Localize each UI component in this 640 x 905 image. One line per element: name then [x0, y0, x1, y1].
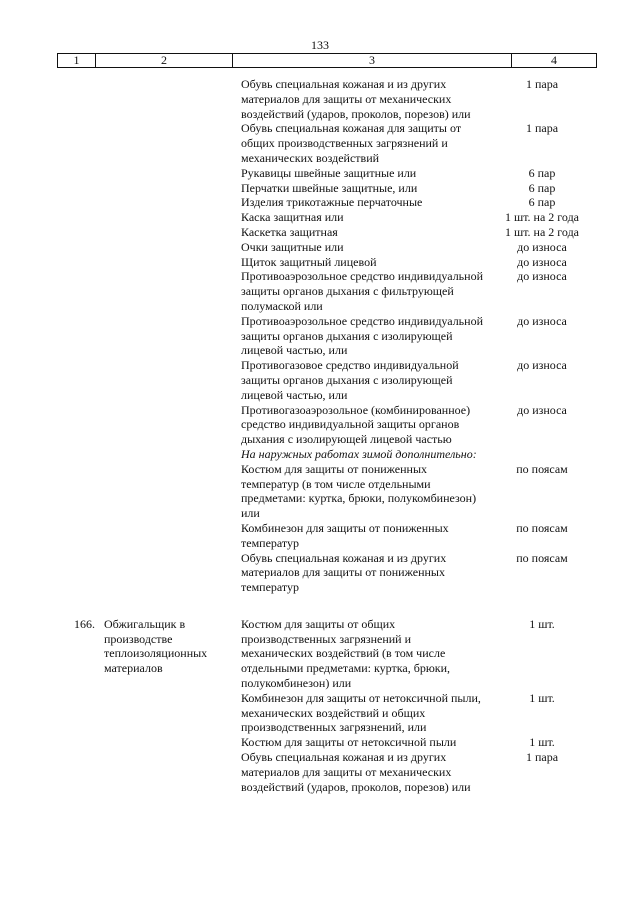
table-row — [0, 358, 640, 402]
table-body — [0, 77, 640, 794]
item-text: Противогазоаэрозольное (комбинированное) средство индивидуальной защиты органов дыхания с изолирующей лицевой частью — [241, 402, 471, 447]
table-row — [0, 521, 640, 551]
item-qty: до износа — [517, 239, 567, 254]
item-qty: 1 шт. — [529, 690, 555, 705]
item-qty: 1 пара — [525, 750, 559, 765]
section-note-text: На наружных работах зимой дополнительно: — [241, 446, 477, 461]
entry-166 — [0, 617, 640, 691]
table-row — [0, 403, 640, 447]
item-qty: до износа — [517, 313, 567, 328]
header-col-1: 1 — [58, 54, 96, 67]
item-text: Комбинезон для защиты от нетоксичной пыли, механических воздействий и общих производственных загрязнений, или — [241, 690, 481, 735]
item-text: Рукавицы швейные защитные или — [241, 165, 417, 180]
table-row — [0, 269, 640, 313]
item-qty: 1 шт. на 2 года — [504, 210, 580, 225]
table-row — [0, 195, 640, 210]
item-text: Обувь специальная кожаная и из других материалов для защиты от механических воздействий (ударов, проколов, порезов) или — [241, 77, 471, 121]
item-text: Обувь специальная кожаная для защиты от общих производственных загрязнений и механических воздействий — [241, 121, 462, 165]
item-qty: до износа — [517, 358, 567, 373]
item-qty: до износа — [517, 254, 567, 269]
table-row — [0, 121, 640, 165]
item-qty: 1 шт. — [529, 616, 555, 631]
item-text: Комбинезон для защиты от пониженных температур — [241, 520, 449, 550]
item-qty: 1 шт. на 2 года — [504, 224, 580, 239]
table-row — [0, 551, 640, 595]
entry-number: 166. — [74, 616, 95, 631]
item-text: Костюм для защиты от общих производственных загрязнений и механических воздействий (в том числе отдельными предметами: куртка, брюки, полукомбинезон) или — [241, 616, 451, 691]
table-row — [0, 691, 640, 735]
item-text: Обувь специальная кожаная и из других материалов для защиты от механических воздействий (ударов, проколов, порезов) или — [241, 750, 471, 794]
item-text: Противогазовое средство индивидуальной защиты органов дыхания с изолирующей лицевой частью, или — [241, 358, 459, 402]
table-row — [0, 462, 640, 521]
table-row — [0, 210, 640, 225]
item-text: Костюм для защиты от пониженных температур (в том числе отдельными предметами: куртка, брюки, полукомбинезон) или — [241, 461, 477, 521]
header-col-2: 2 — [96, 54, 233, 67]
item-text: Обувь специальная кожаная и из других материалов для защиты от пониженных температур — [241, 550, 447, 595]
page-number: 133 — [311, 38, 329, 52]
table-row — [0, 255, 640, 270]
item-text: Перчатки швейные защитные, или — [241, 180, 418, 195]
table-row — [0, 77, 640, 121]
section-note — [0, 447, 640, 462]
item-qty: по поясам — [516, 550, 568, 565]
item-qty: до износа — [517, 269, 567, 284]
table-header — [57, 53, 597, 68]
entry-spacer — [0, 595, 640, 617]
item-qty: 1 пара — [525, 77, 559, 91]
item-qty: 6 пар — [528, 165, 556, 180]
item-text: Каскетка защитная — [241, 224, 338, 239]
header-col-3: 3 — [233, 54, 512, 67]
table-row — [0, 750, 640, 794]
profession-name: Обжигальщик в производстве теплоизоляционных материалов — [104, 616, 208, 676]
item-text: Костюм для защиты от нетоксичной пыли — [241, 735, 457, 750]
item-qty: 6 пар — [528, 195, 556, 210]
table-row — [0, 314, 640, 358]
item-qty: 6 пар — [528, 180, 556, 195]
item-qty: 1 шт. — [529, 735, 555, 750]
item-text: Очки защитные или — [241, 239, 344, 254]
item-text: Изделия трикотажные перчаточные — [241, 195, 423, 210]
table-row — [0, 166, 640, 181]
item-qty: по поясам — [516, 520, 568, 535]
item-text: Противоаэрозольное средство индивидуальной защиты органов дыхания с фильтрующей полумаской или — [241, 269, 483, 313]
table-row — [0, 181, 640, 196]
item-qty: по поясам — [516, 461, 568, 476]
item-text: Щиток защитный лицевой — [241, 254, 377, 269]
table-row — [0, 240, 640, 255]
item-text: Противоаэрозольное средство индивидуальной защиты органов дыхания с изолирующей лицевой частью, или — [241, 313, 483, 358]
header-col-4: 4 — [551, 53, 557, 67]
item-qty: 1 пара — [525, 121, 559, 136]
table-row — [0, 225, 640, 240]
table-row — [0, 735, 640, 750]
item-text: Каска защитная или — [241, 210, 344, 225]
item-qty: до износа — [517, 402, 567, 417]
